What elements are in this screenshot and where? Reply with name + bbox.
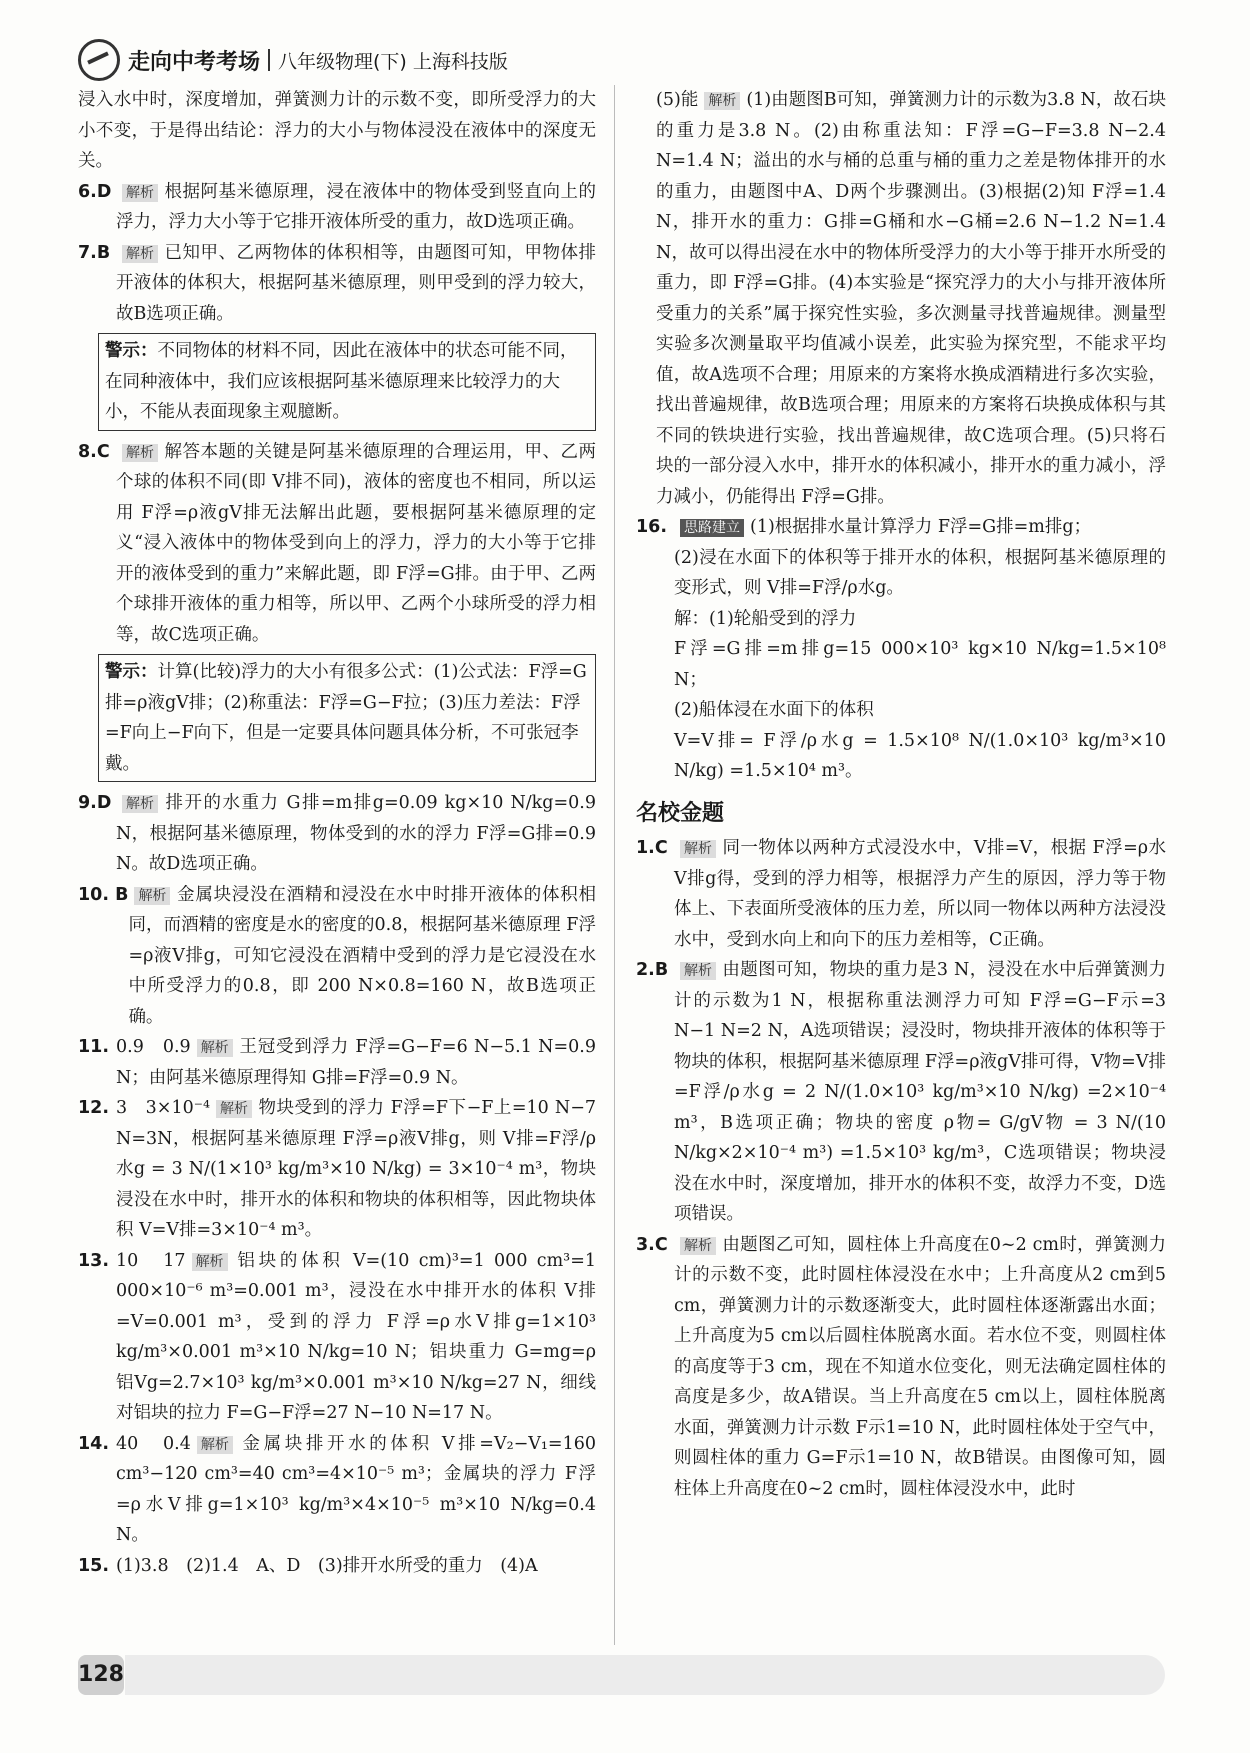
answer-text: 物块受到的浮力 F浮=F下−F上=10 N−7 N=3N，根据阿基米德原理 F浮=ρ液V排g，则 V排=F浮/ρ水g = 3 N/(1×10³ kg/m³×10 N/kg) = 3×10⁻⁴ m³，物块浸没在水中时，排开水的体积和物块的体积相等，因此物块体积 V=V排=3×10⁻⁴ m³。	[116, 1098, 596, 1240]
column-divider	[614, 85, 615, 1645]
warning-box	[98, 654, 596, 782]
answer-11	[78, 1032, 596, 1093]
thinking-tag: 思路建立	[680, 519, 744, 537]
analysis-tag: 解析	[197, 1039, 233, 1057]
answer-12	[78, 1093, 596, 1246]
analysis-tag: 解析	[704, 92, 740, 110]
answer-text: 铝块的体积 V=(10 cm)³=1 000 cm³=1 000×10⁻⁶ m³=0.001 m³，浸没在水中排开水的体积 V排=V=0.001 m³，受到的浮力 F浮=ρ水V排g=1×10³ kg/m³×0.001 m³×10 N/kg=10 N；铝块重力 G=mg=ρ铝Vg=2.7×10³ kg/m³×0.001 m³×10 N/kg=27 N，细线对铝块的拉力 F=G−F浮=27 N−10 N=17 N。	[116, 1250, 596, 1423]
answer-text: 由题图乙可知，圆柱体上升高度在0~2 cm时，弹簧测力计的示数不变，此时圆柱体浸没在水中；上升高度从2 cm到5 cm，弹簧测力计的示数逐渐变大，此时圆柱体逐渐露出水面；上升高度为5 cm以后圆柱体脱离水面。若水位不变，则圆柱体的高度等于3 cm，现在不知道水位变化，则无法确定圆柱体的高度是多少，故A错误。当上升高度在5 cm以上，圆柱体脱离水面，弹簧测力计示数 F示1=10 N，此时圆柱体处于空气中，则圆柱体的重力 G=F示1=10 N，故B错误。由图像可知，圆柱体上升高度在0~2 cm时，圆柱体浸没水中，此时	[674, 1234, 1166, 1499]
answer-15-continued	[636, 85, 1166, 512]
answer-values: 40 0.4	[116, 1433, 191, 1454]
analysis-tag: 解析	[122, 184, 158, 202]
exam-answer-2	[636, 955, 1166, 1230]
footer-bar	[125, 1655, 1165, 1695]
answer-number: 7.B	[78, 242, 111, 263]
answer-6	[78, 177, 596, 238]
answer-number: 15.	[78, 1555, 110, 1576]
analysis-tag: 解析	[197, 1436, 233, 1454]
analysis-tag: 解析	[122, 245, 158, 263]
answer-text: (1)由题图B可知，弹簧测力计的示数为3.8 N，故石块的重力是3.8 N。(2)由称重法知：F浮=G−F=3.8 N−2.4 N=1.4 N；溢出的水与桶的总重与桶的重力之差是物体排开的水的重力，由题图中A、D两个步骤测出。(3)根据(2)知 F浮=1.4 N，排开水的重力：G排=G桶和水−G桶=2.6 N−1.2 N=1.4 N，故可以得出浸在水中的物体所受浮力的大小等于排开水所受的重力，即 F浮=G排。(4)本实验是“探究浮力的大小与排开液体所受重力的关系”属于探究性实验，多次测量寻找普遍规律。测量型实验多次测量取平均值减小误差，此实验为探究型，不能求平均值，故A选项不合理；用原来的方案将水换成酒精进行多次实验，找出普遍规律，故B选项合理；用原来的方案将石块换成体积与其不同的铁块进行实验，找出普遍规律，故C选项合理。(5)只将石块的一部分浸入水中，排开水的体积减小，排开水的重力减小，浮力减小，仍能得出 F浮=G排。	[656, 90, 1166, 507]
analysis-tag: 解析	[122, 444, 158, 462]
answer-text: 金属块排开水的体积 V排=V₂−V₁=160 cm³−120 cm³=40 cm³=4×10⁻⁵ m³；金属块的浮力 F浮=ρ水V排g=1×10³ kg/m³×4×10⁻⁵ m³×10 N/kg=0.4 N。	[116, 1433, 596, 1545]
exam-answer-3	[636, 1230, 1166, 1505]
solution-line: (1)根据排水量计算浮力 F浮=G排=m排g；	[750, 517, 1092, 537]
answer-8	[78, 437, 596, 651]
answer-14	[78, 1429, 596, 1551]
answer-lead: (5)能	[656, 90, 699, 110]
warning-label: 警示：	[105, 341, 158, 361]
answer-number: 3.C	[636, 1234, 668, 1255]
answer-text: 已知甲、乙两物体的体积相等，由题图可知，甲物体排开液体的体积大，根据阿基米德原理，则甲受到的浮力较大，故B选项正确。	[116, 242, 596, 324]
answer-text: (1)3.8 (2)1.4 A、D (3)排开水所受的重力 (4)A	[116, 1555, 538, 1576]
answer-9	[78, 788, 596, 880]
answer-number: 14.	[78, 1433, 110, 1454]
section-title: 名校金题	[636, 800, 725, 826]
solution-line: V=V排= F浮/ρ水g = 1.5×10⁸ N/(1.0×10³ kg/m³×10 N/kg) =1.5×10⁴ m³。	[674, 730, 1166, 781]
answer-text: 根据阿基米德原理，浸在液体中的物体受到竖直向上的浮力，浮力大小等于它排开液体所受的重力，故D选项正确。	[116, 181, 596, 232]
answer-13	[78, 1246, 596, 1429]
header-separator	[268, 49, 270, 71]
answer-number: 2.B	[636, 960, 669, 980]
analysis-tag: 解析	[134, 887, 170, 905]
answer-number: 13.	[78, 1250, 110, 1271]
answer-text: 金属块浸没在酒精和浸没在水中时排开液体的体积相同，而酒精的密度是水的密度的0.8，根据阿基米德原理 F浮=ρ液V排g，可知它浸没在酒精中受到的浮力是它浸没在水中所受浮力的0.8，即 200 N×0.8=160 N，故B选项正确。	[128, 884, 596, 1027]
answer-text: 排开的水重力 G排=m排g=0.09 kg×10 N/kg=0.9 N，根据阿基米德原理，物体受到的水的浮力 F浮=G排=0.9 N。故D选项正确。	[116, 793, 596, 874]
right-column	[636, 85, 1166, 1504]
analysis-tag: 解析	[680, 1237, 716, 1255]
answer-16	[636, 512, 1166, 787]
answer-text: 王冠受到浮力 F浮=G−F=6 N−5.1 N=0.9 N；由阿基米德原理得知 G排=F浮=0.9 N。	[116, 1037, 596, 1088]
answer-number: 12.	[78, 1098, 110, 1118]
answer-number: 8.C	[78, 441, 110, 462]
analysis-tag: 解析	[122, 795, 158, 813]
solution-line: (2)浸在水面下的体积等于排开水的体积，根据阿基米德原理的变形式，则 V排=F浮/ρ水g。	[674, 547, 1166, 598]
left-column	[78, 85, 596, 1581]
analysis-tag: 解析	[680, 962, 716, 980]
answer-text: 同一物体以两种方式浸没水中，V排=V，根据 F浮=ρ水V排g得，受到的浮力相等，根据浮力产生的原因，浮力等于物体上、下表面所受液体的压力差，所以同一物体以两种方法浸没水中，受到水向上和向下的压力差相等，C正确。	[674, 838, 1166, 950]
page-number: 128	[78, 1655, 124, 1695]
answer-values: 0.9 0.9	[116, 1037, 191, 1057]
warning-label: 警示：	[105, 662, 158, 682]
logo-icon	[78, 39, 120, 81]
answer-number: 11.	[78, 1037, 110, 1057]
brand-title: 走向中考考场	[128, 49, 261, 75]
answer-10	[78, 880, 596, 1033]
warning-text: 计算(比较)浮力的大小有很多公式：(1)公式法：F浮=G排=ρ液gV排；(2)称重法：F浮=G−F拉；(3)压力差法：F浮=F向上−F向下，但是一定要具体问题具体分析，不可张冠李戴。	[105, 662, 587, 774]
solution-line: (2)船体浸在水面下的体积	[674, 700, 874, 720]
answer-number: 6.D	[78, 181, 112, 202]
answer-values: 3 3×10⁻⁴	[116, 1098, 210, 1118]
answer-15	[78, 1551, 596, 1582]
exam-answer-1	[636, 833, 1166, 955]
answer-number: 1.C	[636, 838, 668, 858]
warning-box	[98, 333, 596, 431]
solution-line: F浮=G排=m排g=15 000×10³ kg×10 N/kg=1.5×10⁸ N；	[674, 639, 1166, 690]
analysis-tag: 解析	[680, 840, 716, 858]
warning-text: 不同物体的材料不同，因此在液体中的状态可能不同，在同种液体中，我们应该根据阿基米德原理来比较浮力的大小，不能从表面现象主观臆断。	[105, 341, 578, 422]
intro-text: 浸入水中时，深度增加，弹簧测力计的示数不变，即所受浮力的大小不变，于是得出结论：浮力的大小与物体浸没在液体中的深度无关。	[78, 90, 596, 171]
answer-text: 由题图可知，物块的重力是3 N，浸没在水中后弹簧测力计的示数为1 N，根据称重法测浮力可知 F浮=G−F示=3 N−1 N=2 N，A选项错误；浸没时，物块排开液体的体积等于物块的体积，根据阿基米德原理 F浮=ρ液gV排可得，V物=V排=F浮/ρ水g = 2 N/(1.0×10³ kg/m³×10 N/kg) =2×10⁻⁴ m³，B选项正确；物块的密度 ρ物= G/gV物 = 3 N/(10 N/kg×2×10⁻⁴ m³) =1.5×10³ kg/m³，C选项错误；物块浸没在水中时，深度增加，排开水的体积不变，故浮力不变，D选项错误。	[674, 960, 1166, 1224]
answer-number: 16.	[636, 517, 668, 537]
analysis-tag: 解析	[216, 1100, 252, 1118]
answer-text: 解答本题的关键是阿基米德原理的合理运用，甲、乙两个球的体积不同(即 V排不同)，液体的密度也不相同，所以运用 F浮=ρ液gV排无法解出此题，要根据阿基米德原理的定义“浸入液体中的物体受到向上的浮力，浮力的大小等于它排开的液体受到的重力”来解此题，即 F浮=G排。由于甲、乙两个球排开液体的重力相等，所以甲、乙两个小球所受的浮力相等，故C选项正确。	[116, 441, 596, 645]
book-subtitle: 八年级物理(下) 上海科技版	[278, 50, 508, 73]
solution-line: 解：(1)轮船受到的浮力	[674, 608, 857, 629]
answer-7	[78, 238, 596, 330]
answer-number: 10. B	[78, 884, 129, 905]
analysis-tag: 解析	[192, 1253, 228, 1271]
page-header	[78, 40, 508, 80]
answer-number: 9.D	[78, 793, 112, 813]
answer-values: 10 17	[116, 1250, 186, 1271]
